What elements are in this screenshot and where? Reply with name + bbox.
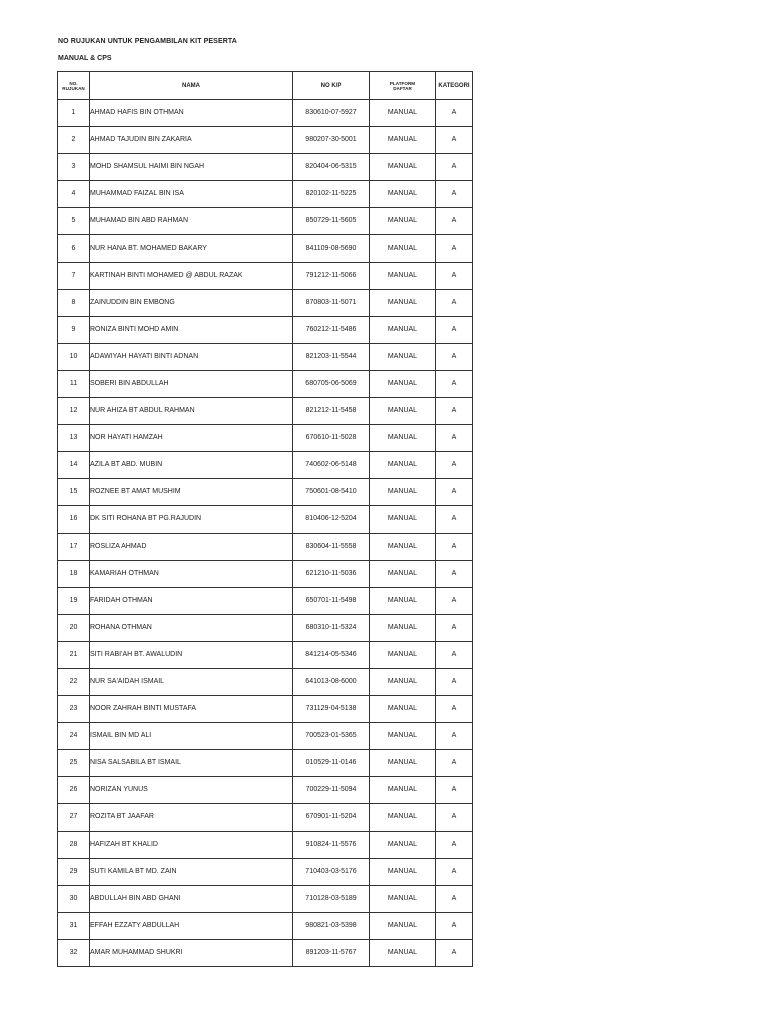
cell-no-rujukan: 32	[58, 939, 90, 966]
cell-no-kp: 830604-11-5558	[293, 533, 370, 560]
header-platform-daftar	[370, 72, 436, 100]
cell-nama: MUHAMMAD FAIZAL BIN ISA	[90, 181, 293, 208]
cell-no-rujukan: 11	[58, 370, 90, 397]
cell-platform: MANUAL	[370, 100, 436, 127]
table-row	[58, 479, 473, 506]
cell-nama: ZAINUDDIN BIN EMBONG	[90, 289, 293, 316]
cell-no-kp: 641013-08-6000	[293, 668, 370, 695]
cell-no-kp: 821212-11-5458	[293, 398, 370, 425]
cell-kategori: A	[436, 100, 473, 127]
cell-no-rujukan: 28	[58, 831, 90, 858]
cell-nama: SITI RABI'AH BT. AWALUDIN	[90, 641, 293, 668]
table-row	[58, 235, 473, 262]
cell-platform: MANUAL	[370, 560, 436, 587]
cell-platform: MANUAL	[370, 343, 436, 370]
cell-no-kp: 841214-05-5346	[293, 641, 370, 668]
header-platform-daftar-line-2: DAFTAR	[393, 85, 412, 91]
table-row	[58, 208, 473, 235]
cell-platform: MANUAL	[370, 452, 436, 479]
cell-kategori: A	[436, 235, 473, 262]
cell-kategori: A	[436, 912, 473, 939]
cell-platform: MANUAL	[370, 289, 436, 316]
cell-nama: AHMAD HAFIS BIN OTHMAN	[90, 100, 293, 127]
cell-nama: NOR HAYATI HAMZAH	[90, 425, 293, 452]
cell-kategori: A	[436, 343, 473, 370]
cell-kategori: A	[436, 641, 473, 668]
cell-kategori: A	[436, 506, 473, 533]
cell-kategori: A	[436, 289, 473, 316]
cell-nama: FARIDAH OTHMAN	[90, 587, 293, 614]
participant-table	[57, 71, 473, 967]
cell-kategori: A	[436, 885, 473, 912]
table-row	[58, 723, 473, 750]
cell-no-kp: 010529-11-0146	[293, 750, 370, 777]
table-row	[58, 343, 473, 370]
cell-no-rujukan: 9	[58, 316, 90, 343]
header-no-kp: NO K/P	[293, 72, 370, 100]
cell-nama: KARTINAH BINTI MOHAMED @ ABDUL RAZAK	[90, 262, 293, 289]
table-row	[58, 696, 473, 723]
cell-kategori: A	[436, 614, 473, 641]
cell-kategori: A	[436, 831, 473, 858]
cell-no-kp: 841109-08-5690	[293, 235, 370, 262]
table-row	[58, 506, 473, 533]
cell-kategori: A	[436, 154, 473, 181]
cell-kategori: A	[436, 750, 473, 777]
cell-platform: MANUAL	[370, 696, 436, 723]
table-header-row	[58, 72, 473, 100]
cell-kategori: A	[436, 723, 473, 750]
cell-no-rujukan: 4	[58, 181, 90, 208]
cell-nama: MUHAMAD BIN ABD RAHMAN	[90, 208, 293, 235]
cell-nama: AZILA BT ABD. MUBIN	[90, 452, 293, 479]
cell-no-rujukan: 19	[58, 587, 90, 614]
cell-no-kp: 680310-11-5324	[293, 614, 370, 641]
table-row	[58, 912, 473, 939]
cell-no-kp: 621210-11-5036	[293, 560, 370, 587]
cell-nama: NUR HANA BT. MOHAMED BAKARY	[90, 235, 293, 262]
table-row	[58, 100, 473, 127]
cell-platform: MANUAL	[370, 831, 436, 858]
table-row	[58, 804, 473, 831]
cell-platform: MANUAL	[370, 939, 436, 966]
table-body	[58, 100, 473, 967]
cell-nama: EFFAH EZZATY ABDULLAH	[90, 912, 293, 939]
table-row	[58, 614, 473, 641]
cell-platform: MANUAL	[370, 370, 436, 397]
cell-kategori: A	[436, 370, 473, 397]
cell-no-rujukan: 15	[58, 479, 90, 506]
cell-platform: MANUAL	[370, 398, 436, 425]
cell-kategori: A	[436, 479, 473, 506]
cell-no-kp: 700229-11-5094	[293, 777, 370, 804]
cell-nama: NUR AHIZA BT ABDUL RAHMAN	[90, 398, 293, 425]
header-nama: NAMA	[90, 72, 293, 100]
cell-no-rujukan: 30	[58, 885, 90, 912]
cell-no-rujukan: 5	[58, 208, 90, 235]
cell-nama: MOHD SHAMSUL HAIMI BIN NGAH	[90, 154, 293, 181]
table-row	[58, 885, 473, 912]
cell-kategori: A	[436, 696, 473, 723]
cell-no-rujukan: 12	[58, 398, 90, 425]
cell-nama: DK SITI ROHANA BT PG.RAJUDIN	[90, 506, 293, 533]
cell-platform: MANUAL	[370, 235, 436, 262]
cell-platform: MANUAL	[370, 587, 436, 614]
cell-kategori: A	[436, 425, 473, 452]
cell-platform: MANUAL	[370, 506, 436, 533]
cell-no-rujukan: 27	[58, 804, 90, 831]
cell-platform: MANUAL	[370, 641, 436, 668]
cell-no-rujukan: 14	[58, 452, 90, 479]
cell-no-rujukan: 22	[58, 668, 90, 695]
cell-no-kp: 710128-03-5189	[293, 885, 370, 912]
cell-nama: RONIZA BINTI MOHD AMIN	[90, 316, 293, 343]
table-row	[58, 750, 473, 777]
cell-no-kp: 980207-30-5001	[293, 127, 370, 154]
cell-nama: ROHANA OTHMAN	[90, 614, 293, 641]
cell-nama: SOBERI BIN ABDULLAH	[90, 370, 293, 397]
cell-no-rujukan: 18	[58, 560, 90, 587]
cell-no-rujukan: 20	[58, 614, 90, 641]
cell-no-rujukan: 3	[58, 154, 90, 181]
cell-nama: ADAWIYAH HAYATI BINTI ADNAN	[90, 343, 293, 370]
cell-platform: MANUAL	[370, 614, 436, 641]
document-title: NO RUJUKAN UNTUK PENGAMBILAN KIT PESERTA	[58, 38, 237, 45]
table-row	[58, 858, 473, 885]
cell-kategori: A	[436, 181, 473, 208]
table-row	[58, 425, 473, 452]
cell-platform: MANUAL	[370, 912, 436, 939]
table-row	[58, 777, 473, 804]
cell-no-kp: 760212-11-5486	[293, 316, 370, 343]
cell-no-kp: 891203-11-5767	[293, 939, 370, 966]
cell-platform: MANUAL	[370, 723, 436, 750]
cell-no-kp: 910824-11-5576	[293, 831, 370, 858]
header-no-rujukan-line-2: RUJUKAN	[62, 85, 85, 91]
table-row	[58, 370, 473, 397]
table-row	[58, 641, 473, 668]
cell-no-rujukan: 13	[58, 425, 90, 452]
cell-nama: ROSLIZA AHMAD	[90, 533, 293, 560]
cell-no-rujukan: 7	[58, 262, 90, 289]
cell-nama: NOOR ZAHRAH BINTI MUSTAFA	[90, 696, 293, 723]
cell-no-rujukan: 2	[58, 127, 90, 154]
cell-kategori: A	[436, 398, 473, 425]
cell-platform: MANUAL	[370, 127, 436, 154]
cell-platform: MANUAL	[370, 181, 436, 208]
cell-no-kp: 670610-11-5028	[293, 425, 370, 452]
cell-no-rujukan: 10	[58, 343, 90, 370]
table-row	[58, 452, 473, 479]
header-kategori: KATEGORI	[436, 72, 473, 100]
cell-no-kp: 750601-08-5410	[293, 479, 370, 506]
cell-kategori: A	[436, 208, 473, 235]
cell-no-rujukan: 26	[58, 777, 90, 804]
cell-platform: MANUAL	[370, 262, 436, 289]
cell-nama: HAFIZAH BT KHALID	[90, 831, 293, 858]
cell-nama: ROZITA BT JAAFAR	[90, 804, 293, 831]
table-row	[58, 560, 473, 587]
cell-no-kp: 650701-11-5498	[293, 587, 370, 614]
cell-no-kp: 850729-11-5605	[293, 208, 370, 235]
cell-kategori: A	[436, 262, 473, 289]
cell-no-kp: 980821-03-5398	[293, 912, 370, 939]
table-row	[58, 587, 473, 614]
cell-kategori: A	[436, 560, 473, 587]
cell-no-rujukan: 8	[58, 289, 90, 316]
table-row	[58, 398, 473, 425]
table-row	[58, 316, 473, 343]
cell-kategori: A	[436, 533, 473, 560]
header-no-rujukan	[58, 72, 90, 100]
cell-nama: AMAR MUHAMMAD SHUKRI	[90, 939, 293, 966]
cell-no-rujukan: 25	[58, 750, 90, 777]
cell-no-kp: 731129-04-5138	[293, 696, 370, 723]
cell-kategori: A	[436, 939, 473, 966]
cell-no-rujukan: 29	[58, 858, 90, 885]
table-row	[58, 154, 473, 181]
cell-platform: MANUAL	[370, 804, 436, 831]
cell-no-kp: 740602-06-5148	[293, 452, 370, 479]
cell-no-rujukan: 21	[58, 641, 90, 668]
cell-no-rujukan: 31	[58, 912, 90, 939]
cell-no-rujukan: 23	[58, 696, 90, 723]
cell-platform: MANUAL	[370, 858, 436, 885]
table-row	[58, 939, 473, 966]
cell-no-kp: 870803-11-5071	[293, 289, 370, 316]
cell-no-rujukan: 24	[58, 723, 90, 750]
cell-no-rujukan: 6	[58, 235, 90, 262]
cell-no-kp: 820404-06-5315	[293, 154, 370, 181]
cell-no-rujukan: 17	[58, 533, 90, 560]
cell-no-kp: 680705-06-5069	[293, 370, 370, 397]
cell-platform: MANUAL	[370, 154, 436, 181]
cell-no-kp: 791212-11-5066	[293, 262, 370, 289]
cell-kategori: A	[436, 668, 473, 695]
header-platform-daftar-line-1: PLATFORM	[389, 80, 416, 86]
cell-no-rujukan: 1	[58, 100, 90, 127]
cell-platform: MANUAL	[370, 479, 436, 506]
cell-no-kp: 710403-03-5176	[293, 858, 370, 885]
table-row	[58, 289, 473, 316]
cell-kategori: A	[436, 127, 473, 154]
cell-nama: SUTI KAMILA BT MD. ZAIN	[90, 858, 293, 885]
table-row	[58, 533, 473, 560]
cell-no-kp: 670901-11-5204	[293, 804, 370, 831]
cell-platform: MANUAL	[370, 668, 436, 695]
table-row	[58, 262, 473, 289]
cell-kategori: A	[436, 804, 473, 831]
cell-nama: ISMAIL BIN MD ALI	[90, 723, 293, 750]
table-row	[58, 181, 473, 208]
cell-platform: MANUAL	[370, 208, 436, 235]
cell-no-kp: 821203-11-5544	[293, 343, 370, 370]
cell-no-kp: 700523-01-5365	[293, 723, 370, 750]
cell-nama: NORIZAN YUNUS	[90, 777, 293, 804]
table-row	[58, 831, 473, 858]
cell-nama: AHMAD TAJUDIN BIN ZAKARIA	[90, 127, 293, 154]
cell-platform: MANUAL	[370, 777, 436, 804]
cell-kategori: A	[436, 777, 473, 804]
cell-kategori: A	[436, 858, 473, 885]
cell-nama: ROZNEE BT AMAT MUSHIM	[90, 479, 293, 506]
cell-no-kp: 820102-11-5225	[293, 181, 370, 208]
cell-nama: NISA SALSABILA BT ISMAIL	[90, 750, 293, 777]
cell-no-kp: 830610-07-5927	[293, 100, 370, 127]
cell-nama: KAMARIAH OTHMAN	[90, 560, 293, 587]
cell-platform: MANUAL	[370, 316, 436, 343]
cell-platform: MANUAL	[370, 750, 436, 777]
header-no-rujukan-line-1: NO.	[69, 80, 78, 86]
cell-kategori: A	[436, 452, 473, 479]
cell-kategori: A	[436, 316, 473, 343]
document-subtitle: MANUAL & CPS	[58, 55, 112, 62]
cell-nama: ABDULLAH BIN ABD GHANI	[90, 885, 293, 912]
cell-no-rujukan: 16	[58, 506, 90, 533]
table-row	[58, 127, 473, 154]
cell-no-kp: 810406-12-5204	[293, 506, 370, 533]
cell-nama: NUR SA'AIDAH ISMAIL	[90, 668, 293, 695]
cell-platform: MANUAL	[370, 533, 436, 560]
cell-platform: MANUAL	[370, 425, 436, 452]
table-row	[58, 668, 473, 695]
cell-platform: MANUAL	[370, 885, 436, 912]
cell-kategori: A	[436, 587, 473, 614]
